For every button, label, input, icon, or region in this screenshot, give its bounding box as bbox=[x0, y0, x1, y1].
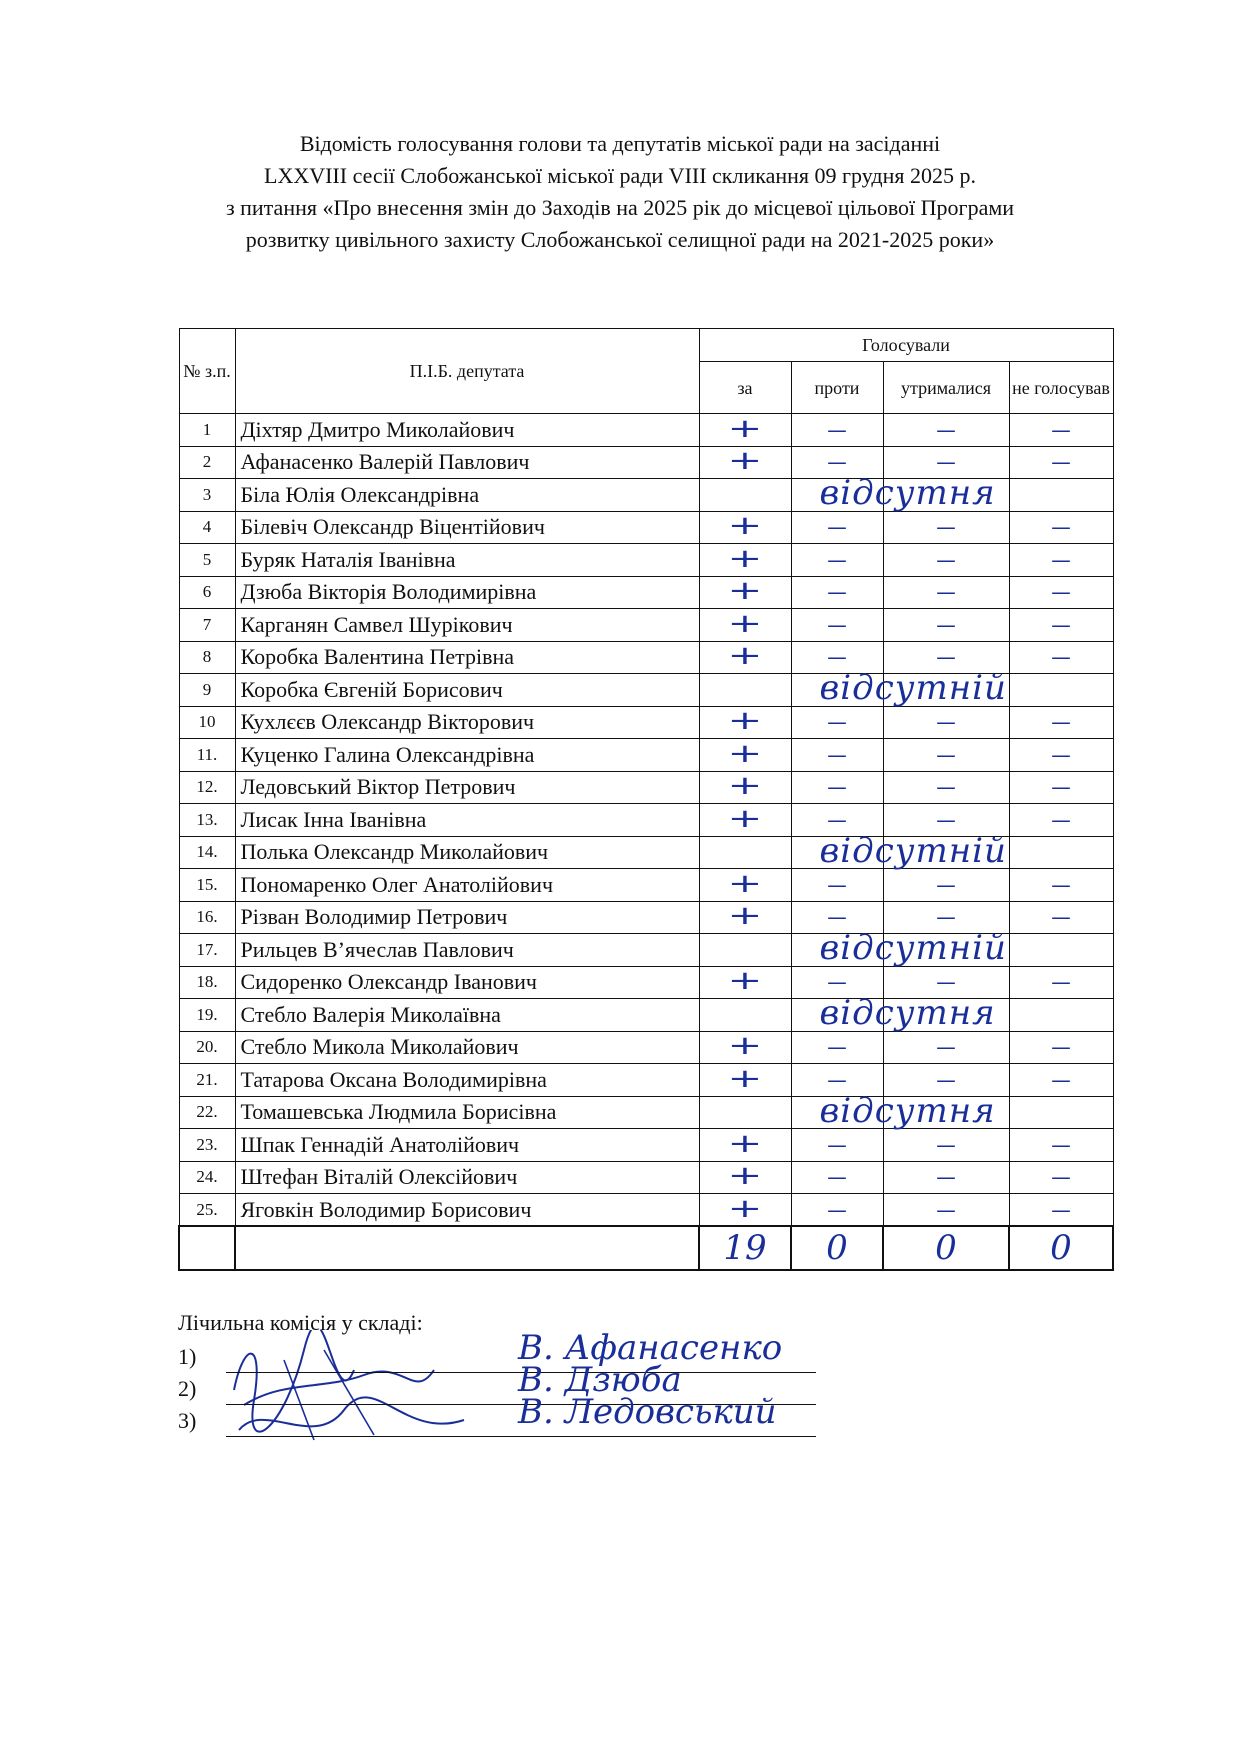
vote-cell-abstain bbox=[883, 739, 1009, 772]
deputy-name: Біла Юлія Олександрівна bbox=[235, 479, 699, 512]
vote-cell-abstain bbox=[883, 479, 1009, 512]
commission-title: Лічильна комісія у складі: bbox=[178, 1310, 423, 1335]
row-number: 16. bbox=[179, 901, 235, 934]
table-row bbox=[179, 414, 1113, 447]
deputy-name: Діхтяр Дмитро Миколайович bbox=[235, 414, 699, 447]
deputy-name: Полька Олександр Миколайович bbox=[235, 836, 699, 869]
vote-cell-against bbox=[791, 544, 883, 577]
vote-cell-abstain bbox=[883, 1031, 1009, 1064]
vote-cell-for bbox=[699, 1161, 791, 1194]
commission-member-line bbox=[178, 1328, 828, 1374]
vote-cell-against bbox=[791, 479, 883, 512]
vote-cell-against bbox=[791, 674, 883, 707]
vote-cell-against bbox=[791, 1161, 883, 1194]
vote-cell-not-voted bbox=[1009, 479, 1113, 512]
dash-mark-icon: – bbox=[826, 645, 848, 670]
row-number: 18. bbox=[179, 966, 235, 999]
table-row bbox=[179, 674, 1113, 707]
plus-mark-icon: + bbox=[727, 446, 763, 477]
dash-mark-icon: – bbox=[826, 450, 848, 475]
vote-cell-against bbox=[791, 706, 883, 739]
table-row bbox=[179, 511, 1113, 544]
deputy-name: Лисак Інна Іванівна bbox=[235, 804, 699, 837]
deputy-name: Стебло Валерія Миколаївна bbox=[235, 999, 699, 1032]
row-number: 9 bbox=[179, 674, 235, 707]
column-header-abstain: утрималися bbox=[883, 362, 1009, 414]
dash-mark-icon: – bbox=[935, 905, 957, 930]
vote-cell-against bbox=[791, 999, 883, 1032]
dash-mark-icon: – bbox=[1050, 1035, 1072, 1060]
plus-mark-icon: + bbox=[727, 966, 763, 997]
vote-cell-against bbox=[791, 576, 883, 609]
vote-cell-against bbox=[791, 1096, 883, 1129]
table-row bbox=[179, 999, 1113, 1032]
dash-mark-icon: – bbox=[935, 1067, 957, 1092]
table-row bbox=[179, 706, 1113, 739]
table-row bbox=[179, 869, 1113, 902]
dash-mark-icon: – bbox=[935, 1197, 957, 1222]
vote-cell-for bbox=[699, 609, 791, 642]
dash-mark-icon: – bbox=[935, 580, 957, 605]
dash-mark-icon: – bbox=[935, 807, 957, 832]
header-line-1: Відомість голосування голови та депутатів міської ради на засіданні bbox=[299, 131, 941, 156]
dash-mark-icon: – bbox=[826, 580, 848, 605]
vote-cell-not-voted bbox=[1009, 446, 1113, 479]
deputy-name: Сидоренко Олександр Іванович bbox=[235, 966, 699, 999]
dash-mark-icon: – bbox=[1050, 1132, 1072, 1157]
plus-mark-icon: + bbox=[727, 543, 763, 574]
member-signature-name: В. Афанасенко bbox=[518, 1328, 783, 1368]
dash-mark-icon: – bbox=[1050, 970, 1072, 995]
vote-cell-not-voted bbox=[1009, 674, 1113, 707]
deputy-name: Рильцев В’ячеслав Павлович bbox=[235, 934, 699, 967]
deputy-name: Коробка Валентина Петрівна bbox=[235, 641, 699, 674]
plus-mark-icon: + bbox=[727, 803, 763, 834]
table-body bbox=[179, 414, 1113, 1227]
signature-rule bbox=[226, 1436, 816, 1437]
dash-mark-icon: – bbox=[826, 547, 848, 572]
dash-mark-icon: – bbox=[826, 710, 848, 735]
vote-cell-not-voted bbox=[1009, 609, 1113, 642]
dash-mark-icon: – bbox=[1050, 742, 1072, 767]
vote-cell-against bbox=[791, 836, 883, 869]
row-number: 19. bbox=[179, 999, 235, 1032]
total-abstain: 0 bbox=[883, 1226, 1009, 1270]
row-number: 17. bbox=[179, 934, 235, 967]
vote-cell-abstain bbox=[883, 706, 1009, 739]
vote-cell-abstain bbox=[883, 999, 1009, 1032]
vote-cell-not-voted bbox=[1009, 544, 1113, 577]
deputy-name: Білевіч Олександр Віцентійович bbox=[235, 511, 699, 544]
row-number: 15. bbox=[179, 869, 235, 902]
dash-mark-icon: – bbox=[935, 742, 957, 767]
vote-cell-for bbox=[699, 706, 791, 739]
vote-cell-against bbox=[791, 739, 883, 772]
vote-cell-for bbox=[699, 576, 791, 609]
totals-row bbox=[179, 1226, 1113, 1270]
row-number: 23. bbox=[179, 1129, 235, 1162]
column-header-number: № з.п. bbox=[179, 329, 235, 414]
deputy-name: Коробка Євгеній Борисович bbox=[235, 674, 699, 707]
dash-mark-icon: – bbox=[826, 1165, 848, 1190]
dash-mark-icon: – bbox=[1050, 1067, 1072, 1092]
totals-label-blank bbox=[235, 1226, 699, 1270]
row-number: 24. bbox=[179, 1161, 235, 1194]
vote-cell-for bbox=[699, 1064, 791, 1097]
vote-cell-abstain bbox=[883, 1194, 1009, 1227]
vote-cell-for bbox=[699, 869, 791, 902]
dash-mark-icon: – bbox=[1050, 612, 1072, 637]
row-number: 20. bbox=[179, 1031, 235, 1064]
row-number: 13. bbox=[179, 804, 235, 837]
vote-cell-not-voted bbox=[1009, 999, 1113, 1032]
vote-cell-abstain bbox=[883, 1096, 1009, 1129]
total-for: 19 bbox=[699, 1226, 791, 1270]
dash-mark-icon: – bbox=[1050, 807, 1072, 832]
table-row bbox=[179, 739, 1113, 772]
absent-note: відсутня bbox=[819, 473, 996, 513]
vote-cell-not-voted bbox=[1009, 966, 1113, 999]
row-number: 22. bbox=[179, 1096, 235, 1129]
deputy-name: Буряк Наталія Іванівна bbox=[235, 544, 699, 577]
deputy-name: Татарова Оксана Володимирівна bbox=[235, 1064, 699, 1097]
dash-mark-icon: – bbox=[826, 905, 848, 930]
absent-note: відсутній bbox=[819, 668, 1007, 708]
vote-cell-for bbox=[699, 928, 1007, 968]
vote-cell-abstain bbox=[883, 674, 1009, 707]
deputy-name: Ледовський Віктор Петрович bbox=[235, 771, 699, 804]
table-row bbox=[179, 479, 1113, 512]
vote-cell-not-voted bbox=[1009, 869, 1113, 902]
deputy-name: Стебло Микола Миколайович bbox=[235, 1031, 699, 1064]
row-number: 25. bbox=[179, 1194, 235, 1227]
plus-mark-icon: + bbox=[727, 706, 763, 737]
vote-cell-abstain bbox=[883, 544, 1009, 577]
plus-mark-icon: + bbox=[727, 413, 763, 444]
plus-mark-icon: + bbox=[727, 511, 763, 542]
dash-mark-icon: – bbox=[935, 1165, 957, 1190]
column-header-name: П.І.Б. депутата bbox=[235, 329, 699, 414]
dash-mark-icon: – bbox=[935, 710, 957, 735]
vote-cell-not-voted bbox=[1009, 934, 1113, 967]
deputy-name: Афанасенко Валерій Павлович bbox=[235, 446, 699, 479]
deputy-name: Різван Володимир Петрович bbox=[235, 901, 699, 934]
dash-mark-icon: – bbox=[935, 515, 957, 540]
vote-cell-for bbox=[699, 1090, 996, 1131]
plus-mark-icon: + bbox=[727, 771, 763, 802]
vote-cell-against bbox=[791, 1194, 883, 1227]
dash-mark-icon: – bbox=[1050, 417, 1072, 442]
dash-mark-icon: – bbox=[935, 970, 957, 995]
dash-mark-icon: – bbox=[1050, 547, 1072, 572]
row-number: 3 bbox=[179, 479, 235, 512]
vote-cell-for bbox=[699, 1194, 791, 1227]
dash-mark-icon: – bbox=[826, 742, 848, 767]
vote-cell-for bbox=[699, 668, 1007, 708]
dash-mark-icon: – bbox=[826, 970, 848, 995]
plus-mark-icon: + bbox=[727, 738, 763, 769]
totals-blank bbox=[179, 1226, 235, 1270]
dash-mark-icon: – bbox=[935, 872, 957, 897]
row-number: 7 bbox=[179, 609, 235, 642]
table-row bbox=[179, 1096, 1113, 1129]
vote-cell-for bbox=[699, 511, 791, 544]
row-number: 11. bbox=[179, 739, 235, 772]
vote-cell-abstain bbox=[883, 511, 1009, 544]
row-number: 14. bbox=[179, 836, 235, 869]
vote-cell-abstain bbox=[883, 869, 1009, 902]
row-number: 5 bbox=[179, 544, 235, 577]
vote-cell-not-voted bbox=[1009, 1129, 1113, 1162]
vote-cell-not-voted bbox=[1009, 1096, 1113, 1129]
vote-cell-not-voted bbox=[1009, 771, 1113, 804]
vote-cell-not-voted bbox=[1009, 641, 1113, 674]
vote-cell-not-voted bbox=[1009, 1161, 1113, 1194]
vote-cell-abstain bbox=[883, 934, 1009, 967]
vote-cell-not-voted bbox=[1009, 511, 1113, 544]
vote-cell-not-voted bbox=[1009, 1194, 1113, 1227]
counting-commission bbox=[178, 1310, 783, 1433]
vote-cell-for bbox=[699, 1129, 791, 1162]
member-index: 1) bbox=[178, 1344, 197, 1369]
absent-note: відсутній bbox=[819, 928, 1007, 968]
dash-mark-icon: – bbox=[1050, 905, 1072, 930]
header-line-3: з питання «Про внесення змін до Заходів на 2025 рік до місцевої цільової Програми bbox=[225, 195, 1015, 220]
deputy-name: Дзюба Вікторія Володимирівна bbox=[235, 576, 699, 609]
member-index: 2) bbox=[178, 1376, 197, 1401]
dash-mark-icon: – bbox=[935, 417, 957, 442]
total-against: 0 bbox=[791, 1226, 883, 1270]
vote-cell-against bbox=[791, 934, 883, 967]
dash-mark-icon: – bbox=[1050, 580, 1072, 605]
vote-cell-for bbox=[699, 804, 791, 837]
row-number: 2 bbox=[179, 446, 235, 479]
absent-note: відсутня bbox=[819, 1090, 996, 1131]
member-signature-name: В. Дзюба bbox=[518, 1360, 682, 1400]
row-number: 12. bbox=[179, 771, 235, 804]
plus-mark-icon: + bbox=[727, 641, 763, 672]
table-row bbox=[179, 609, 1113, 642]
plus-mark-icon: + bbox=[727, 1128, 763, 1159]
vote-cell-not-voted bbox=[1009, 901, 1113, 934]
dash-mark-icon: – bbox=[826, 872, 848, 897]
header-line-4: розвитку цивільного захисту Слобожанської селищної ради на 2021-2025 роки» bbox=[245, 227, 995, 252]
dash-mark-icon: – bbox=[935, 450, 957, 475]
vote-cell-not-voted bbox=[1009, 804, 1113, 837]
vote-cell-not-voted bbox=[1009, 414, 1113, 447]
total-not-voted: 0 bbox=[1009, 1226, 1113, 1270]
vote-cell-abstain bbox=[883, 1129, 1009, 1162]
vote-cell-for bbox=[699, 414, 791, 447]
deputy-name: Штефан Віталій Олексійович bbox=[235, 1161, 699, 1194]
vote-cell-not-voted bbox=[1009, 1031, 1113, 1064]
table-row bbox=[179, 1129, 1113, 1162]
absent-note: відсутній bbox=[819, 830, 1007, 871]
document-header bbox=[180, 128, 1060, 256]
dash-mark-icon: – bbox=[1050, 872, 1072, 897]
vote-cell-against bbox=[791, 1129, 883, 1162]
dash-mark-icon: – bbox=[826, 515, 848, 540]
voting-table bbox=[178, 328, 1114, 1271]
vote-cell-for bbox=[699, 641, 791, 674]
vote-cell-for bbox=[699, 739, 791, 772]
vote-cell-for bbox=[699, 771, 791, 804]
plus-mark-icon: + bbox=[727, 901, 763, 932]
dash-mark-icon: – bbox=[1050, 450, 1072, 475]
dash-mark-icon: – bbox=[1050, 710, 1072, 735]
table-row bbox=[179, 544, 1113, 577]
table-row bbox=[179, 1194, 1113, 1227]
vote-cell-for bbox=[699, 901, 791, 934]
dash-mark-icon: – bbox=[935, 775, 957, 800]
absent-note: відсутня bbox=[819, 993, 996, 1033]
dash-mark-icon: – bbox=[826, 1132, 848, 1157]
row-number: 6 bbox=[179, 576, 235, 609]
deputy-name: Томашевська Людмила Борисівна bbox=[235, 1096, 699, 1129]
vote-cell-not-voted bbox=[1009, 1064, 1113, 1097]
dash-mark-icon: – bbox=[826, 612, 848, 637]
dash-mark-icon: – bbox=[935, 547, 957, 572]
column-header-voted: Голосували bbox=[699, 329, 1113, 362]
vote-cell-abstain bbox=[883, 1161, 1009, 1194]
dash-mark-icon: – bbox=[826, 775, 848, 800]
deputy-name: Куценко Галина Олександрівна bbox=[235, 739, 699, 772]
dash-mark-icon: – bbox=[935, 612, 957, 637]
row-number: 4 bbox=[179, 511, 235, 544]
vote-cell-abstain bbox=[883, 576, 1009, 609]
dash-mark-icon: – bbox=[935, 1132, 957, 1157]
row-number: 21. bbox=[179, 1064, 235, 1097]
vote-cell-for bbox=[699, 446, 791, 479]
member-signature-name: В. Ледовський bbox=[518, 1392, 777, 1432]
dash-mark-icon: – bbox=[1050, 1197, 1072, 1222]
commission-member-line bbox=[178, 1392, 828, 1438]
deputy-name: Шпак Геннадій Анатолійович bbox=[235, 1129, 699, 1162]
vote-cell-for bbox=[699, 473, 996, 513]
table-row bbox=[179, 1161, 1113, 1194]
deputy-name: Карганян Самвел Шурікович bbox=[235, 609, 699, 642]
vote-cell-for bbox=[699, 544, 791, 577]
column-header-against: проти bbox=[791, 362, 883, 414]
vote-cell-abstain bbox=[883, 609, 1009, 642]
dash-mark-icon: – bbox=[935, 1035, 957, 1060]
plus-mark-icon: + bbox=[727, 1161, 763, 1192]
plus-mark-icon: + bbox=[727, 1193, 763, 1224]
table-row bbox=[179, 934, 1113, 967]
dash-mark-icon: – bbox=[1050, 515, 1072, 540]
table-row bbox=[179, 1031, 1113, 1064]
vote-cell-for bbox=[699, 830, 1007, 871]
dash-mark-icon: – bbox=[826, 1067, 848, 1092]
vote-cell-against bbox=[791, 771, 883, 804]
vote-cell-against bbox=[791, 511, 883, 544]
vote-cell-abstain bbox=[883, 771, 1009, 804]
dash-mark-icon: – bbox=[1050, 775, 1072, 800]
vote-cell-not-voted bbox=[1009, 576, 1113, 609]
column-header-for: за bbox=[699, 362, 791, 414]
column-header-not-voted: не голосував bbox=[1009, 362, 1113, 414]
plus-mark-icon: + bbox=[727, 608, 763, 639]
vote-cell-against bbox=[791, 414, 883, 447]
vote-cell-against bbox=[791, 869, 883, 902]
row-number: 1 bbox=[179, 414, 235, 447]
dash-mark-icon: – bbox=[1050, 645, 1072, 670]
vote-cell-against bbox=[791, 609, 883, 642]
dash-mark-icon: – bbox=[826, 807, 848, 832]
plus-mark-icon: + bbox=[727, 576, 763, 607]
header-line-2: LXXVIII сесії Слобожанської міської ради VIII скликання 09 грудня 2025 р. bbox=[264, 163, 976, 188]
vote-cell-not-voted bbox=[1009, 836, 1113, 869]
vote-cell-against bbox=[791, 1031, 883, 1064]
vote-cell-for bbox=[699, 1031, 791, 1064]
vote-cell-for bbox=[699, 966, 791, 999]
member-index: 3) bbox=[178, 1408, 197, 1433]
dash-mark-icon: – bbox=[935, 645, 957, 670]
plus-mark-icon: + bbox=[727, 1063, 763, 1094]
vote-cell-not-voted bbox=[1009, 739, 1113, 772]
vote-cell-abstain bbox=[883, 414, 1009, 447]
plus-mark-icon: + bbox=[727, 1031, 763, 1062]
dash-mark-icon: – bbox=[826, 417, 848, 442]
dash-mark-icon: – bbox=[826, 1197, 848, 1222]
row-number: 8 bbox=[179, 641, 235, 674]
vote-cell-for bbox=[699, 993, 996, 1033]
deputy-name: Кухлєєв Олександр Вікторович bbox=[235, 706, 699, 739]
table-row bbox=[179, 576, 1113, 609]
row-number: 10 bbox=[179, 706, 235, 739]
dash-mark-icon: – bbox=[1050, 1165, 1072, 1190]
table-row bbox=[179, 836, 1113, 869]
vote-cell-not-voted bbox=[1009, 706, 1113, 739]
vote-cell-abstain bbox=[883, 836, 1009, 869]
table-row bbox=[179, 771, 1113, 804]
dash-mark-icon: – bbox=[826, 1035, 848, 1060]
plus-mark-icon: + bbox=[727, 868, 763, 899]
deputy-name: Яговкін Володимир Борисович bbox=[235, 1194, 699, 1227]
deputy-name: Пономаренко Олег Анатолійович bbox=[235, 869, 699, 902]
